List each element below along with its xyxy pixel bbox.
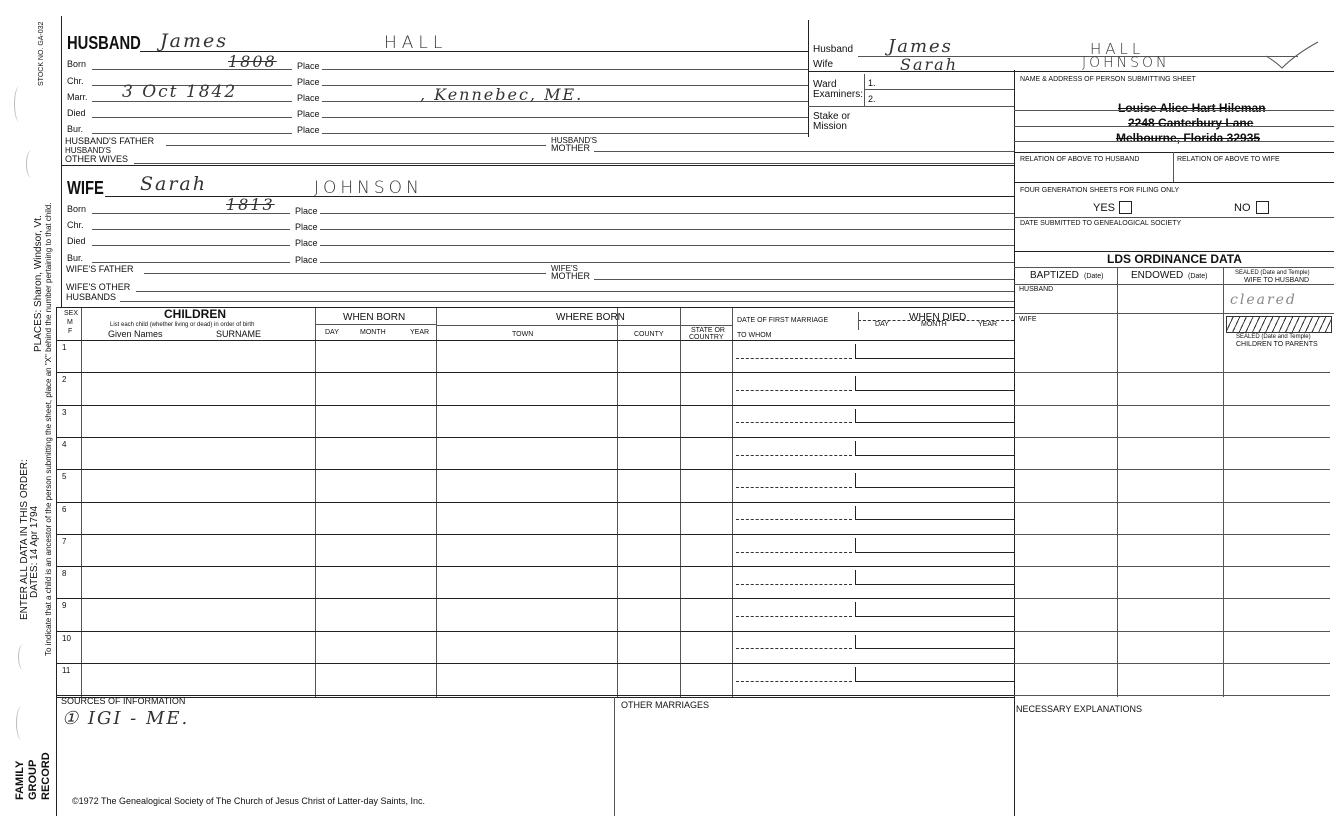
side-husband-name: James <box>888 36 953 57</box>
frame-left-top <box>61 16 62 308</box>
husband-father-label: HUSBAND'S FATHER <box>65 136 155 146</box>
wife-heading: WIFE <box>67 178 104 198</box>
binder-hole-2 <box>26 150 37 178</box>
child-row[interactable] <box>56 598 1014 630</box>
child-row-number: 2 <box>62 375 67 385</box>
husband-mother-label: MOTHER <box>551 143 590 153</box>
sources-label: SOURCES OF INFORMATION <box>61 696 186 706</box>
side-wife-name: Sarah <box>900 55 958 74</box>
husband-born-value: 1808 <box>228 52 277 71</box>
child-row-number: 3 <box>62 407 67 417</box>
dates-note: DATES: 14 Apr 1794 <box>29 505 40 598</box>
yes-checkbox[interactable] <box>1119 201 1132 214</box>
enter-all-note: ENTER ALL DATA IN THIS ORDER: <box>19 459 30 620</box>
child-row-number: 5 <box>62 472 67 482</box>
husband-heading: HUSBAND <box>67 33 141 53</box>
copyright-notice: ©1972 The Genealogical Society of The Church of Jesus Christ of Latter-day Saints, Inc. <box>72 796 425 806</box>
wife-other-husbands-label: HUSBANDS <box>66 292 117 302</box>
submitter-street: 2248 Canterbury Lane <box>1128 116 1254 130</box>
checkmark-icon <box>1262 40 1322 72</box>
child-row[interactable] <box>56 534 1014 566</box>
child-row-number: 6 <box>62 504 67 514</box>
sources-value: ① IGI - ME. <box>62 708 190 729</box>
side-husband-surname: HALL <box>1090 40 1145 58</box>
child-row[interactable] <box>56 631 1014 663</box>
side-wife-surname: JOHNSON <box>1082 55 1170 71</box>
wife-mother-label: MOTHER <box>551 271 590 281</box>
submitter-name: Louise Alice Hart Hileman <box>1118 101 1266 115</box>
hatched-cell <box>1226 316 1332 333</box>
form-title-group: GROUP <box>27 759 39 800</box>
wife-born-value: 1813 <box>226 195 275 214</box>
ancestor-instruction: To indicate that a child is an ancestor of the person submitting the sheet, place an "X" behind the number pertaining to that child. <box>44 202 53 656</box>
husband-marriage-place: , Kennebec, ME. <box>420 85 584 104</box>
child-row-number: 4 <box>62 439 67 449</box>
binder-hole-1 <box>14 86 25 122</box>
places-note: PLACES: Sharon, Windsor, Vt. <box>33 215 44 352</box>
child-row[interactable] <box>56 405 1014 437</box>
binder-hole-3 <box>18 644 29 670</box>
child-row[interactable] <box>56 340 1014 372</box>
frame-divider-husband <box>808 20 809 137</box>
other-marriages-label: OTHER MARRIAGES <box>621 700 710 710</box>
form-title-record: RECORD <box>40 752 52 800</box>
cleared-note: cleared <box>1230 292 1297 308</box>
child-row[interactable] <box>56 437 1014 469</box>
child-row-number: 8 <box>62 569 67 579</box>
child-row-number: 11 <box>62 666 71 675</box>
child-row-number: 7 <box>62 536 67 546</box>
child-row-number: 10 <box>62 633 71 643</box>
child-row-number: 9 <box>62 601 67 611</box>
husband-surname: HALL <box>384 33 448 53</box>
binder-hole-4 <box>16 706 27 740</box>
husband-given-name: James <box>160 30 228 52</box>
child-row[interactable] <box>56 566 1014 598</box>
wife-father-label: WIFE'S FATHER <box>66 264 134 274</box>
submitter-city: Melbourne, Florida 32935 <box>1116 131 1261 145</box>
wife-surname: JOHNSON <box>314 178 423 198</box>
lds-title: LDS ORDINANCE DATA <box>1107 252 1242 266</box>
wife-given-name: Sarah <box>140 173 207 195</box>
child-row-number: 1 <box>62 343 67 352</box>
husband-marriage-date: 3 Oct 1842 <box>122 82 238 102</box>
child-row[interactable] <box>56 372 1014 404</box>
child-row[interactable] <box>56 663 1014 695</box>
child-row[interactable] <box>56 469 1014 501</box>
husband-born-label: Born <box>67 59 87 69</box>
stock-number: STOCK NO. GA-032 <box>38 21 45 86</box>
necessary-explanations-label: NECESSARY EXPLANATIONS <box>1016 704 1143 714</box>
husband-other-wives-label: OTHER WIVES <box>65 154 129 164</box>
submitter-label: NAME & ADDRESS OF PERSON SUBMITTING SHEET <box>1020 76 1196 83</box>
form-title-family: FAMILY <box>14 760 26 800</box>
children-title: CHILDREN <box>164 307 226 321</box>
child-row[interactable] <box>56 502 1014 534</box>
no-checkbox[interactable] <box>1256 201 1269 214</box>
